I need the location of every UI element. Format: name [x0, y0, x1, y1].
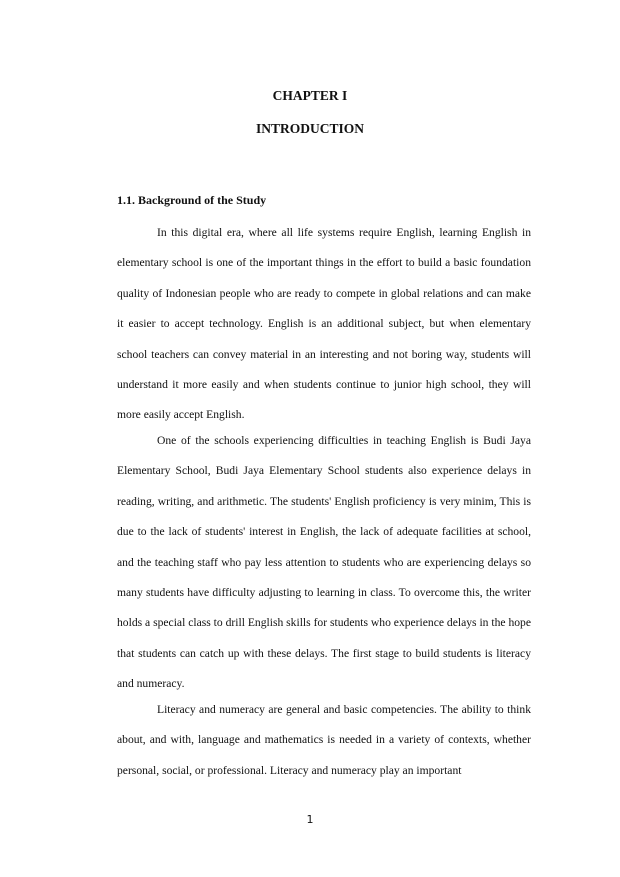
chapter-title: INTRODUCTION — [255, 121, 364, 136]
body-paragraph-3: Literacy and numeracy are general and basic competencies. The ability to think about, and with, language and mathematics is needed in a variety of contexts, whether personal, social, or professional. Literacy and numeracy play an important — [117, 703, 531, 777]
page-number: 1 — [306, 813, 314, 826]
section-heading: 1.1. Background of the Study — [117, 193, 267, 207]
body-paragraph-2: One of the schools experiencing difficulties in teaching English is Budi Jaya Elementary School, Budi Jaya Elementary School students also experience delays in reading, writing, and arithmetic. The students' English proficiency is very minim, This is due to the lack of students' interest in English, the lack of adequate facilities at school, and the teaching staff who pay less attention to students who are experiencing delays so many students have difficulty adjusting to learning in class. To overcome this, the writer holds a special class to drill English skills for students who experience delays in the hope that students can catch up with these delays. The first stage to build students is literacy and numeracy. — [117, 434, 531, 691]
chapter-label: CHAPTER I — [272, 88, 348, 103]
body-paragraph-1: In this digital era, where all life systems require English, learning English in elementary school is one of the important things in the effort to build a basic foundation quality of Indonesian people who are ready to compete in global relations and can make it easier to accept technology. English is an additional subject, but when elementary school teachers can convey material in an interesting and not boring way, students will understand it more easily and when students continue to junior high school, they will more easily accept English. — [117, 226, 531, 422]
